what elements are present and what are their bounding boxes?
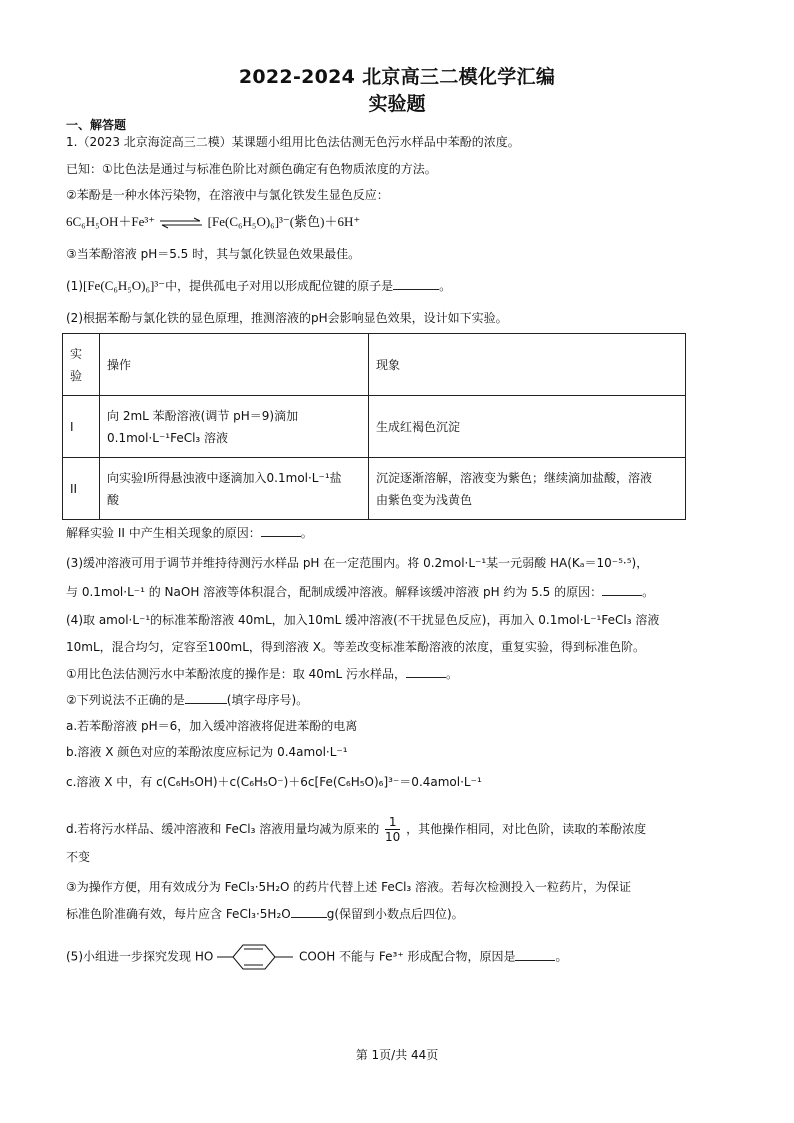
part-4-operation: [66, 666, 458, 682]
part-1-text: 中，提供孤电子对用以形成配位键的原子是: [165, 279, 394, 293]
part-3-end: 。: [642, 585, 655, 599]
equation-left: 6C₆H₅OH＋Fe³⁺: [66, 214, 156, 229]
option-d-continued: 不变: [66, 850, 91, 864]
part-1-number: (1): [66, 279, 83, 293]
part-4-tablet: ③为操作方便，用有效成分为 FeCl₃·5H₂O 的药片代替上述 FeCl₃ 溶液。若每次检测投入一粒药片，为保证: [66, 880, 632, 894]
part-5-end: 。: [555, 949, 568, 964]
header-operation: 操作: [100, 334, 369, 396]
part-3-text: 与 0.1mol·L⁻¹ 的 NaOH 溶液等体积混合，配制成缓冲溶液。解释该缓冲溶液 pH 约为 5.5 的原因：: [66, 585, 603, 599]
row-id: I: [63, 396, 100, 458]
answer-blank[interactable]: [602, 584, 642, 596]
document-title: 2022-2024 北京高三二模化学汇编: [238, 66, 556, 88]
part-4-tablet-2: [66, 906, 464, 922]
phenomenon-line: 生成红褐色沉淀: [376, 419, 461, 434]
option-c: c.溶液 X 中，有 c(C₆H₅OH)＋c(C₆H₅O⁻)＋6c[Fe(C₆H₅O)₆]³⁻＝0.4amol·L⁻¹: [66, 775, 482, 789]
complex-ion: [Fe(C₆H₅O)₆]³⁻: [83, 278, 166, 293]
answer-blank[interactable]: [185, 692, 227, 704]
part-5: [66, 943, 567, 971]
part-4-choice-text: ②下列说法不正确的是: [66, 693, 185, 707]
operation-line: 向实验I所得悬浊液中逐滴加入0.1mol·L⁻¹盐: [107, 470, 342, 485]
reaction-equation: [66, 214, 360, 230]
operation-line: 向 2mL 苯酚溶液(调节 pH＝9)滴加: [107, 408, 299, 423]
equilibrium-arrow-icon: [158, 217, 204, 229]
option-b: b.溶液 X 颜色对应的苯酚浓度应标记为 0.4amol·L⁻¹: [66, 745, 348, 759]
part-4-line-1: (4)取 amol·L⁻¹的标准苯酚溶液 40mL，加入10mL 缓冲溶液(不干扰显色反应)，再加入 0.1mol·L⁻¹FeCl₃ 溶液: [66, 613, 660, 627]
option-d-text-2: ，其他操作相同，对比色阶，读取的苯酚浓度: [406, 822, 647, 836]
part-1: [66, 278, 451, 294]
part-4-choice: [66, 692, 308, 708]
part-4-operation-text: ①用比色法估测污水中苯酚浓度的操作是：取 40mL 污水样品，: [66, 667, 407, 681]
operation-line: 酸: [107, 492, 120, 507]
option-a: a.若苯酚溶液 pH＝6，加入缓冲溶液将促进苯酚的电离: [66, 719, 358, 733]
known-1: 已知：①比色法是通过与标准色阶比对颜色确定有色物质浓度的方法。: [66, 162, 437, 176]
answer-blank[interactable]: [393, 278, 439, 290]
table-row: [63, 396, 686, 458]
fraction: [385, 815, 400, 844]
part-4-tablet-text: 标准色阶准确有效，每片应含 FeCl₃·5H₂O: [66, 907, 291, 921]
row-operation: [100, 396, 369, 458]
option-d: [66, 815, 646, 844]
page-footer: 第 1页/共 44页: [355, 1048, 439, 1062]
fraction-numerator: 1: [385, 815, 400, 830]
part-5-text-2: COOH 不能与 Fe³⁺ 形成配合物，原因是: [298, 949, 516, 964]
part-2-end: 。: [300, 526, 313, 540]
table-row: [63, 458, 686, 520]
part-4-operation-end: 。: [446, 667, 459, 681]
part-4-line-2: 10mL，混合均匀，定容至100mL，得到溶液 X。等差改变标准苯酚溶液的浓度，重复实验，得到标准色阶。: [66, 640, 645, 654]
table-header-row: [63, 334, 686, 396]
fraction-denominator: 10: [385, 830, 401, 844]
part-2-explain-text: 解释实验 II 中产生相关现象的原因：: [66, 526, 261, 540]
row-phenomenon: [369, 458, 686, 520]
header-phenomenon: 现象: [369, 334, 686, 396]
equation-right: [Fe(C₆H₅O)₆]³⁻(紫色)＋6H⁺: [207, 214, 361, 229]
phenomenon-line: 沉淀逐渐溶解，溶液变为紫色；继续滴加盐酸，溶液: [376, 470, 653, 485]
answer-blank[interactable]: [406, 666, 446, 678]
part-4-choice-end: (填字母序号)。: [226, 693, 309, 707]
option-d-text: d.若将污水样品、缓冲溶液和 FeCl₃ 溶液用量均减为原来的: [66, 822, 380, 836]
known-3: ③当苯酚溶液 pH＝5.5 时，其与氯化铁显色效果最佳。: [66, 247, 361, 261]
operation-line: 0.1mol·L⁻¹FeCl₃ 溶液: [107, 430, 229, 445]
known-2: ②苯酚是一种水体污染物，在溶液中与氯化铁发生显色反应：: [66, 188, 389, 202]
part-2: (2)根据苯酚与氯化铁的显色原理，推测溶液的pH会影响显色效果，设计如下实验。: [66, 311, 508, 325]
header-experiment: 实验: [63, 334, 100, 396]
part-5-text: (5)小组进一步探究发现 HO: [66, 949, 214, 964]
phenomenon-line: 由紫色变为浅黄色: [376, 492, 473, 507]
answer-blank[interactable]: [515, 949, 555, 961]
part-3-line-2: [66, 584, 654, 600]
row-operation: [100, 458, 369, 520]
experiment-table: [62, 333, 686, 520]
document-subtitle: 实验题: [368, 93, 426, 115]
part-1-end: 。: [439, 279, 452, 293]
part-3-line-1: (3)缓冲溶液可用于调节并维持待测污水样品 pH 在一定范围内。将 0.2mol·L⁻¹某一元弱酸 HA(Kₐ＝10⁻⁵·⁵)，: [66, 556, 649, 570]
row-id: II: [63, 458, 100, 520]
answer-blank[interactable]: [291, 906, 327, 918]
answer-blank[interactable]: [261, 525, 301, 537]
section-heading: 一、解答题: [66, 118, 127, 132]
row-phenomenon: [369, 396, 686, 458]
benzene-ring-icon: [217, 943, 295, 971]
part-2-explain: [66, 525, 313, 541]
question-intro: 1.（2023 北京海淀高三二模）某课题小组用比色法估测无色污水样品中苯酚的浓度。: [66, 135, 520, 149]
part-4-tablet-end: g(保留到小数点后四位)。: [326, 907, 464, 921]
